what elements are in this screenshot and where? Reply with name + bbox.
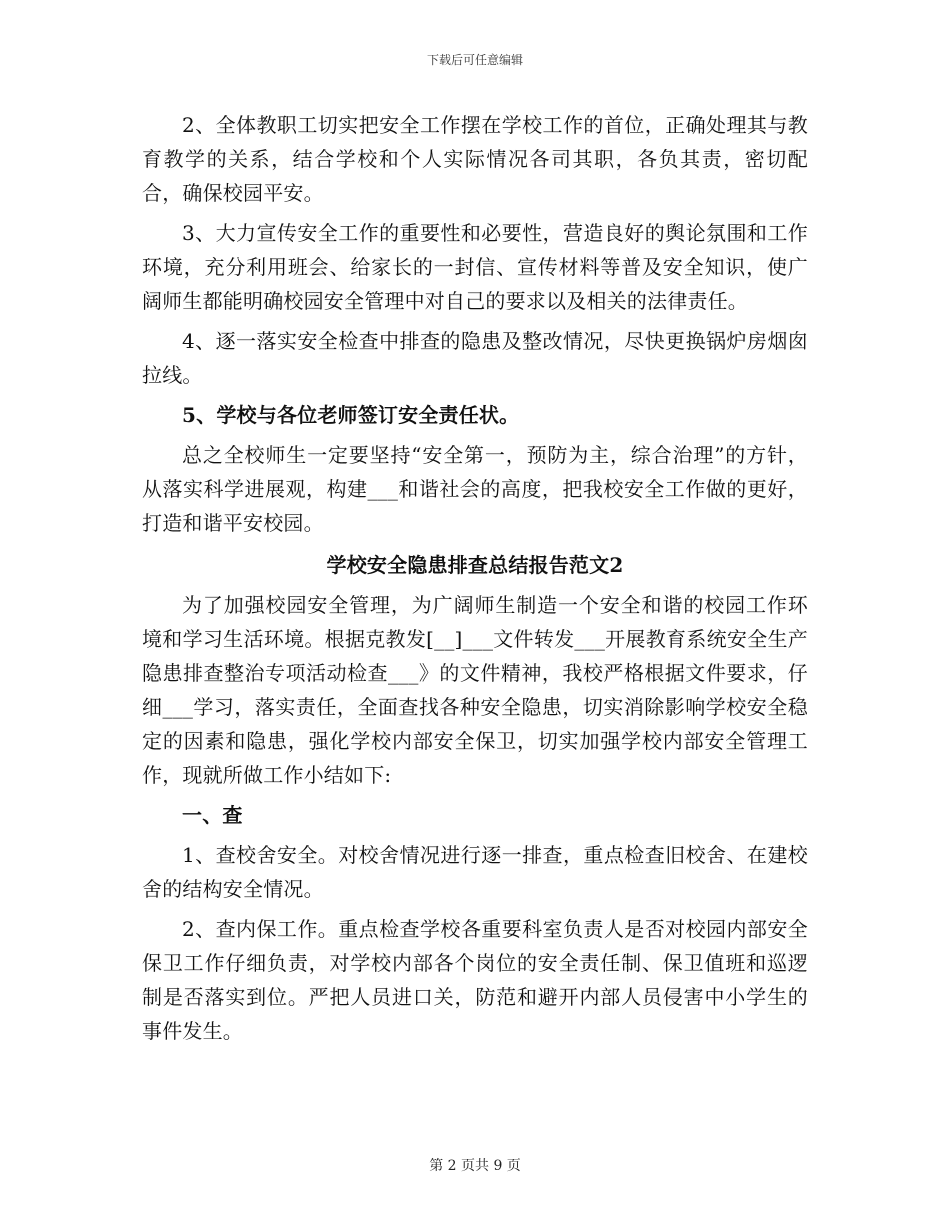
page-footer: 第 2 页共 9 页 <box>429 1158 521 1174</box>
paragraph-item-3: 3、大力宣传安全工作的重要性和必要性，营造良好的舆论氛围和工作环境，充分利用班会、给家长的一封信、宣传材料等普及安全知识，使广阔师生都能明确校园安全管理中对自己的要求以及相关的法律责任。 <box>142 221 808 313</box>
paragraph-item-2: 2、全体教职工切实把安全工作摆在学校工作的首位，正确处理其与教育教学的关系，结合学校和个人实际情况各司其职，各负其责，密切配合，确保校园平安。 <box>142 113 808 205</box>
check-item-2: 2、查内保工作。重点检查学校各重要科室负责人是否对校园内部安全保卫工作仔细负责，对学校内部各个岗位的安全责任制、保卫值班和巡逻制是否落实到位。严把人员进口关，防范和避开内部人员侵害中小学生的事件发生。 <box>142 917 808 1043</box>
page-header: 下载后可任意编辑 <box>426 53 523 67</box>
paragraph-item-5: 5、学校与各位老师签订安全责任状。 <box>182 403 520 427</box>
intro-paragraph: 为了加强校园安全管理，为广阔师生制造一个安全和谐的校园工作环境和学习生活环境。根据克教发[__]___文件转发___开展教育系统安全生产隐患排查整治专项活动检查___》的文件精神，我校严格根据文件要求，仔细___学习，落实责任，全面查找各种安全隐患，切实消除影响学校安全稳定的因素和隐患，强化学校内部安全保卫，切实加强学校内部安全管理工作，现就所做工作小结如下: <box>142 593 808 787</box>
section-heading-check: 一、查 <box>182 803 243 827</box>
paragraph-item-4: 4、逐一落实安全检查中排查的隐患及整改情况，尽快更换锅炉房烟囱拉线。 <box>142 329 808 387</box>
document-body <box>142 108 808 1048</box>
report-title: 学校安全隐患排查总结报告范文2 <box>326 553 624 577</box>
check-item-1: 1、查校舍安全。对校舍情况进行逐一排查，重点检查旧校舍、在建校舍的结构安全情况。 <box>142 843 808 901</box>
summary-paragraph: 总之全校师生一定要坚持“安全第一，预防为主，综合治理”的方针，从落实科学进展观，构建___和谐社会的高度，把我校安全工作做的更好，打造和谐平安校园。 <box>142 443 808 535</box>
